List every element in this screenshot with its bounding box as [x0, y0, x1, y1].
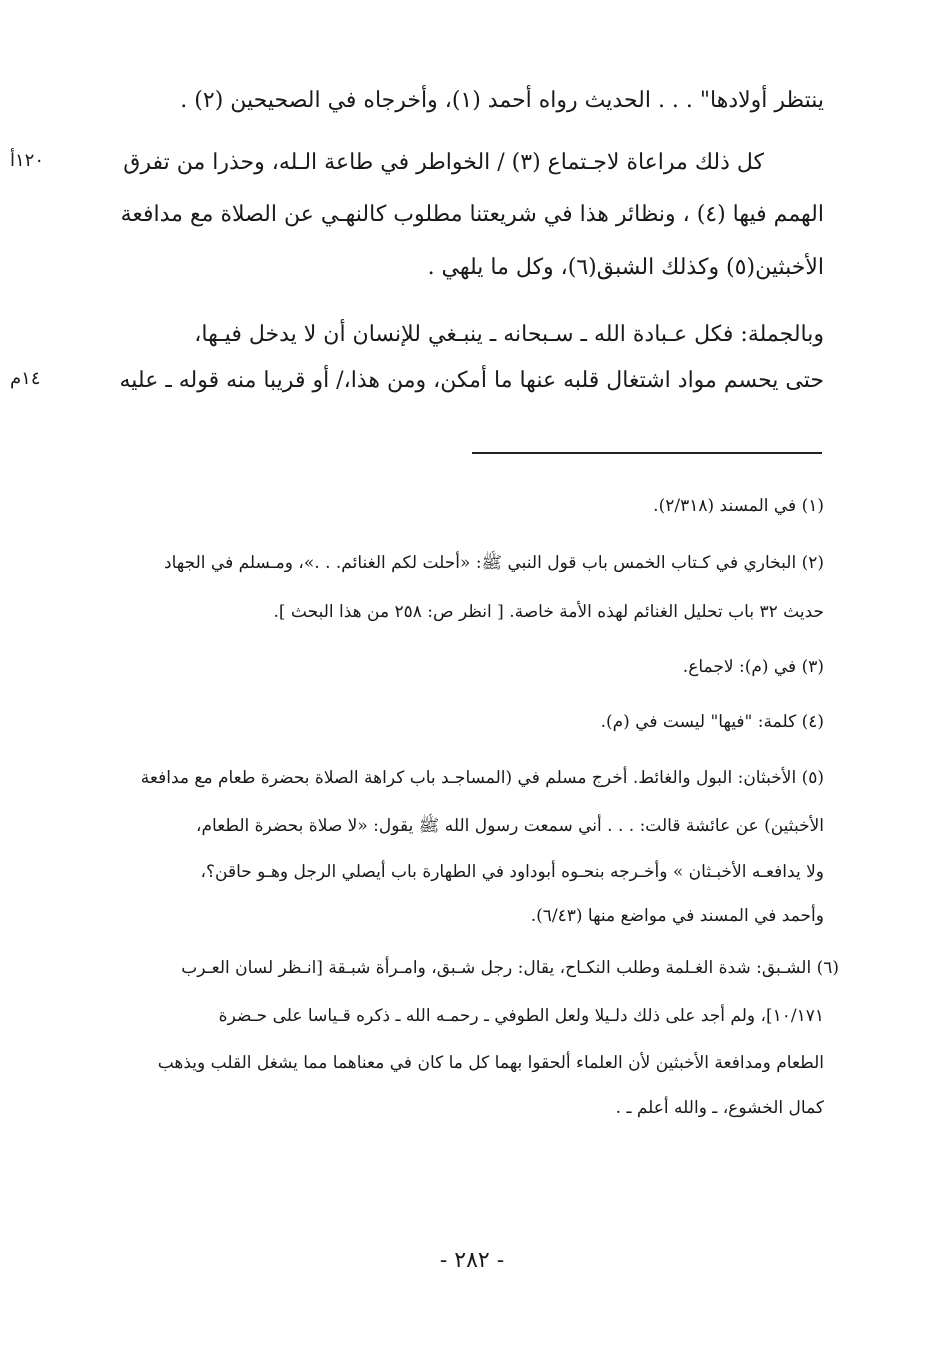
page-number: - ٢٨٢ - — [439, 1248, 505, 1273]
main-text-line-6: حتى يحسم مواد اشتغال قلبه عنها ما أمكن، ومن هذا،/ أو قريبا منه قوله ـ عليه — [119, 368, 824, 393]
footnote-line-7: الأخبثين) عن عائشة قالت: . . . أني سمعت رسول الله ﷺ يقول: «لا صلاة بحضرة الطعام، — [196, 816, 824, 836]
main-text-line-2: كل ذلك مراعاة لاجـتماع (٣) / الخواطر في طاعة الـله، وحذرا من تفرق — [123, 150, 764, 175]
footnote-line-3: حديث ٣٢ باب تحليل الغنائم لهذه الأمة خاصة. [ انظر ص: ٢٥٨ من هذا البحث ]. — [273, 602, 824, 622]
footnote-line-9: وأحمد في المسند في مواضع منها (٦/٤٣). — [530, 906, 824, 926]
main-text-line-1: ينتظر أولادها" . . . الحديث رواه أحمد (١)، وأخرجاه في الصحيحين (٢) . — [180, 88, 824, 113]
footnote-separator — [472, 452, 822, 454]
footnote-line-4: (٣) في (م): لاجماع. — [682, 657, 824, 677]
footnote-line-8: ولا يدافعـه الأخبـثان » وأخـرجه بنحـوه أبوداود في الطهارة باب أيصلي الرجل وهـو حاقن؟، — [200, 862, 824, 882]
footnote-line-5: (٤) كلمة: "فيها" ليست في (م). — [600, 712, 824, 732]
margin-mark-folio: ١٢٠أ — [10, 150, 45, 171]
main-text-line-3: الهمم فيها (٤) ، ونظائر هذا في شريعتنا مطلوب كالنهـي عن الصلاة مع مدافعة — [120, 202, 824, 227]
footnote-line-2: (٢) البخاري في كـتاب الخمس باب قول النبي ﷺ: «أحلت لكم الغنائم. . .»، ومـسلم في الجهاد — [164, 553, 824, 573]
footnote-line-12: الطعام ومدافعة الأخبثين لأن العلماء ألحقوا بهما كل ما كان في معناهما مما يشغل القلب ويذهب — [157, 1053, 824, 1073]
margin-mark-manuscript: ١٤م — [10, 368, 41, 389]
footnote-line-1: (١) في المسند (٢/٣١٨). — [653, 496, 824, 516]
footnote-line-10: (٦) الشـبق: شدة الغـلمة وطلب النكـاح، يقال: رجل شـبق، وامـرأة شبـقة [انـظر لسان العـرب — [181, 958, 839, 978]
footnote-line-13: كمال الخشوع، ـ والله أعلم ـ . — [615, 1098, 824, 1118]
main-text-line-5: وبالجملة: فكل عـبادة الله ـ سـبحانه ـ ينبـغي للإنسان أن لا يدخل فيـها، — [194, 322, 824, 347]
footnote-line-11: ١٠/١٧١]، ولم أجد على ذلك دلـيلا ولعل الطوفي ـ رحمـه الله ـ ذكره قـياسا على حـضرة — [218, 1006, 824, 1026]
footnote-line-6: (٥) الأخبثان: البول والغائط. أخرج مسلم في (المساجـد باب كراهة الصلاة بحضرة طعام مع مدافعة — [140, 768, 824, 788]
main-text-line-4: الأخبثين(٥) وكذلك الشبق(٦)، وكل ما يلهي . — [427, 255, 824, 280]
